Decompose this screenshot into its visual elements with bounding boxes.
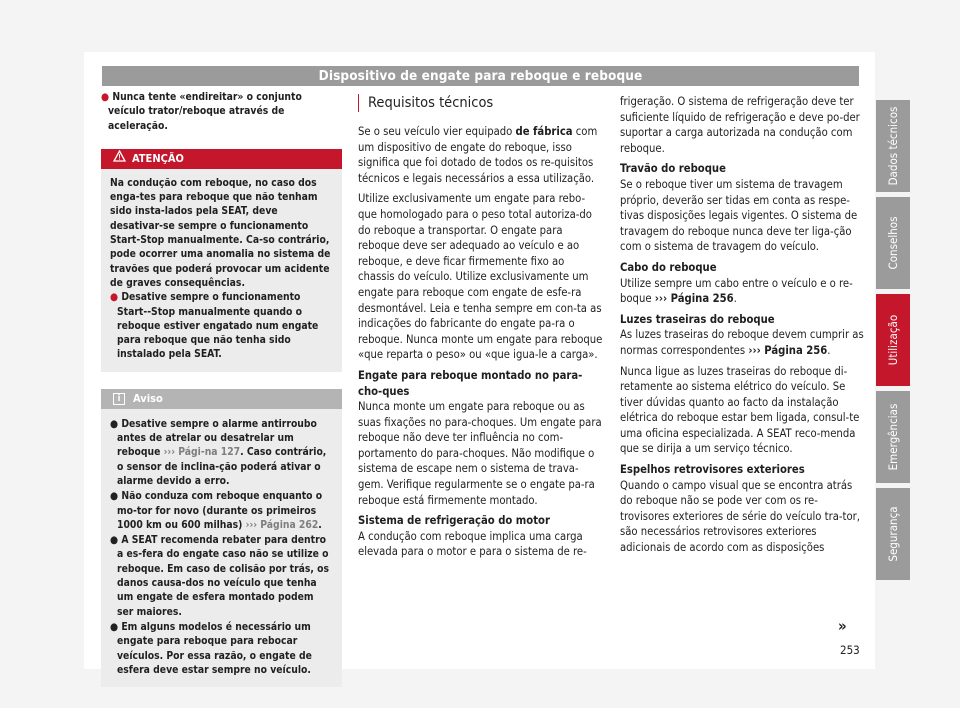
warning-header — [101, 149, 342, 169]
tab-conselhos[interactable] — [876, 197, 910, 289]
bullet-dot-icon: ● — [110, 417, 122, 430]
subheading: Travão do reboque — [620, 162, 726, 176]
section-title: Requisitos técnicos — [358, 94, 603, 112]
warning-box — [101, 149, 342, 372]
notice-item — [110, 489, 333, 532]
paragraph: Quando o campo visual que se encontra atrás do reboque não se pode ver com os re-trovisores exteriores de série do veículo tra-tor, são necessários retrovisores exteriores adicionais de acordo com as disposições — [620, 478, 860, 555]
paragraph-text: com um dispositivo de engate do reboque, isso significa que foi dotado de todos os re-quisitos técnicos e legais necessários a essa utilização. — [358, 125, 598, 185]
subheading: Engate para reboque montado no para-cho-ques — [358, 368, 583, 398]
paragraph-emphasis: de fábrica — [515, 125, 573, 138]
notice-item-text: A SEAT recomenda rebater para dentro a es-fera do engate caso não se utilize o reboque. Em caso de colisão por trás, os danos causa-dos no veículo que tenha um engate de esfera montado podem ser maiores. — [117, 534, 330, 618]
paragraph: Se o reboque tiver um sistema de travagem próprio, deverão ser tidas em conta as respe-tivas disposições legais vigentes. O sistema de travagem do reboque nunca deve ter liga-ção com o sistema de travagem do veículo. — [620, 177, 858, 254]
paragraph: Nunca ligue as luzes traseiras do reboque di-retamente ao sistema elétrico do veículo. Se tiver dúvidas quanto ao facto da instalação elétrica do reboque estar bem ligada, consul-te uma oficina especializada. A SEAT reco-menda que se dirija a um serviço técnico. — [620, 364, 860, 456]
paragraph: Utilize exclusivamente um engate para rebo-que homologado para o peso total autoriza-do do reboque a transportar. O engate para reboque deve ser adequado ao veículo e ao reboque, e deve ficar firmemente fixo ao chassis do veículo. Utilize exclusivamente um engate para reboque com engate de esfe-ra desmontável. Leia e tenha sempre em con-ta as indicações do fabricante do engate pa-ra o reboque. Nunca monte um engate para reboque «que reparta o peso» ou «que igua-le a carga». — [358, 192, 603, 362]
warning-bullet-text: Desative sempre o funcionamento Start--Stop manualmente quando o reboque estiver engatado num engate para reboque que não tenha sido instalado pela SEAT. — [117, 291, 319, 361]
warning-bullet — [110, 290, 333, 361]
paragraph: frigeração. O sistema de refrigeração deve ter suficiente líquido de refrigeração e deve po-der suportar a carga autorizada na condução com reboque. — [620, 95, 860, 155]
right-column — [620, 94, 865, 561]
bullet-dot-icon: ● — [110, 620, 122, 633]
page-number: 253 — [840, 643, 860, 657]
paragraph — [358, 124, 603, 186]
page-reference-link[interactable]: ››› Página 262 — [245, 518, 319, 531]
subheading: Cabo do reboque — [620, 260, 717, 274]
tab-label: Utilização — [886, 314, 900, 366]
notice-item — [110, 620, 333, 677]
bullet-dot-icon: ● — [110, 291, 122, 304]
subheading: Espelhos retrovisores exteriores — [620, 463, 805, 477]
paragraph-text: . — [733, 292, 737, 306]
continue-arrow-icon: » — [838, 617, 847, 635]
notice-box — [101, 389, 342, 687]
subheading: Sistema de refrigeração do motor — [358, 514, 550, 528]
page-reference-link[interactable]: ››› Página 256 — [654, 292, 734, 306]
tab-seguranca[interactable] — [876, 488, 910, 580]
paragraph: Nunca monte um engate para reboque ou as suas fixações no para-choques. Um engate para reboque não deve ter influência no com-portamento do para-choques. Não modifique o sistema de escape nem o sistema de trava-gem. Verifique regularmente se o engate pa-ra reboque está firmemente montado. — [358, 400, 602, 507]
notice-item — [110, 417, 333, 488]
bullet-dot-icon: ● — [110, 490, 122, 503]
tab-label: Emergências — [886, 403, 900, 471]
subheading: Luzes traseiras do reboque — [620, 312, 775, 326]
middle-column — [358, 94, 603, 565]
notice-body — [101, 409, 342, 687]
page-reference-link[interactable]: ››› Página 256 — [748, 343, 828, 357]
tab-label: Dados técnicos — [886, 106, 900, 186]
tab-emergencias[interactable] — [876, 391, 910, 483]
notice-item — [110, 533, 333, 619]
warning-paragraph: Na condução com reboque, no caso dos enga-tes para reboque que não tenham sido insta-lados pela SEAT, deve desativar-se sempre o funcionamento Start-Stop manualmente. Ca-so contrário, pode ocorrer uma anomalia no sistema de travões que poderá provocar um acidente de graves consequências. — [110, 176, 331, 289]
left-column — [101, 90, 342, 687]
notice-item-text: . — [318, 518, 322, 531]
warning-triangle-icon — [113, 149, 126, 169]
paragraph-text: As luzes traseiras do reboque devem cumprir as normas correspondentes — [620, 328, 864, 357]
bullet-dot-icon: ● — [110, 534, 122, 547]
paragraph — [620, 327, 865, 358]
bullet-dot-icon: ● — [101, 91, 113, 103]
intro-bullet — [101, 90, 342, 133]
warning-title: ATENÇÃO — [132, 151, 184, 165]
page-reference-link[interactable]: ››› Pági-na 127 — [163, 446, 241, 459]
warning-body — [101, 169, 342, 372]
page-header-title: Dispositivo de engate para reboque e reboque — [102, 66, 859, 86]
paragraph-text: . — [827, 343, 831, 357]
info-icon: i — [113, 393, 125, 405]
intro-bullet-text: Nunca tente «endireitar» o conjunto veículo trator/reboque através de aceleração. — [108, 91, 302, 132]
tab-utilizacao[interactable] — [876, 294, 910, 386]
notice-title: Aviso — [133, 391, 163, 405]
notice-item-text: Não conduza com reboque enquanto o mo-tor for novo (durante os primeiros 1000 km ou 600 milhas) — [117, 490, 323, 531]
tab-label: Segurança — [886, 506, 900, 562]
paragraph-text: Se o seu veículo vier equipado — [358, 125, 516, 138]
paragraph-text: Utilize sempre um cabo entre o veículo e o re-boque — [620, 276, 853, 306]
notice-item-text: Em alguns modelos é necessário um engate para reboque para rebocar veículos. Por essa razão, o engate de esfera deve estar sempre no veículo. — [117, 620, 312, 676]
tab-dados-tecnicos[interactable] — [876, 100, 910, 192]
notice-item-text: . Caso contrário, o sensor de inclina-ção poderá ativar o alarme devido a erro. — [117, 446, 327, 487]
paragraph — [620, 276, 865, 307]
tab-label: Conselhos — [886, 216, 900, 270]
paragraph: A condução com reboque implica uma carga elevada para o motor e para o sistema de re- — [358, 529, 587, 559]
notice-item-text: Desative sempre o alarme antirroubo antes de atrelar ou desatrelar um reboque — [117, 417, 317, 459]
notice-header — [101, 389, 342, 409]
